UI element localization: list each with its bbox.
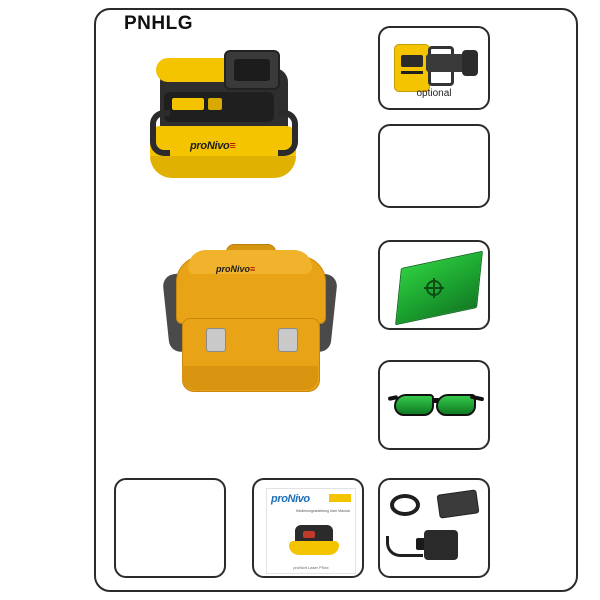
- laser-keypad: [172, 98, 204, 110]
- target-ring-icon: [426, 280, 442, 296]
- cell-user-manual: [252, 478, 364, 578]
- manual-cover: [266, 488, 356, 574]
- case-brand-accent-icon: ≡: [250, 264, 256, 274]
- laser-indicator: [208, 98, 222, 110]
- manual-caption: proNivit Laser PNxx: [293, 565, 329, 570]
- manual-device-base: [289, 541, 339, 555]
- cable-coil-icon: [390, 494, 420, 516]
- manual-brand-label: [271, 493, 310, 505]
- laser-handle-right: [278, 110, 298, 156]
- battery-pack: [437, 489, 480, 518]
- manual-cover-illustration: [289, 521, 339, 559]
- manual-brand-bar: [329, 494, 351, 502]
- laser-detector-product: [394, 40, 480, 94]
- detector-display: [401, 55, 423, 67]
- detector-receive-line: [401, 71, 423, 74]
- charger-unit: [424, 530, 458, 560]
- laser-brand-label: [190, 140, 236, 152]
- brand-accent-icon: ≡: [229, 140, 236, 152]
- cell-laser-glasses: [378, 360, 490, 450]
- detector-clamp: [426, 54, 466, 72]
- cell-accessories: [378, 478, 490, 578]
- manual-subtitle: Bedienungsanleitung User Manual: [296, 509, 350, 513]
- cell-empty-top: [378, 124, 490, 208]
- laser-base-shadow: [150, 156, 296, 178]
- laser-top-cover: [156, 58, 234, 82]
- laser-handle-left: [150, 110, 170, 156]
- manual-device-marker: [303, 531, 315, 538]
- detector-optional-caption: optional: [416, 88, 452, 99]
- case-latch-right: [278, 328, 298, 352]
- carrying-case-product: [160, 240, 340, 410]
- manual-brand-text: proNivo: [271, 493, 310, 505]
- cell-target-plate: [378, 240, 490, 330]
- case-brand-text: proNivo: [216, 264, 251, 274]
- laser-glasses-product: [388, 388, 484, 428]
- detector-knob: [462, 50, 478, 76]
- laser-head: [224, 50, 280, 90]
- glasses-lens-left: [394, 394, 434, 416]
- page-title: PNHLG: [124, 13, 193, 34]
- case-body-shadow: [182, 366, 318, 390]
- detector-body: [394, 44, 430, 92]
- laser-brand-text: proNivo: [190, 140, 230, 152]
- laser-head-window: [234, 59, 270, 81]
- case-latch-left: [206, 328, 226, 352]
- cell-empty-bottom-left: [114, 478, 226, 578]
- case-brand-label: [216, 264, 255, 274]
- rotary-laser-product: [150, 40, 300, 190]
